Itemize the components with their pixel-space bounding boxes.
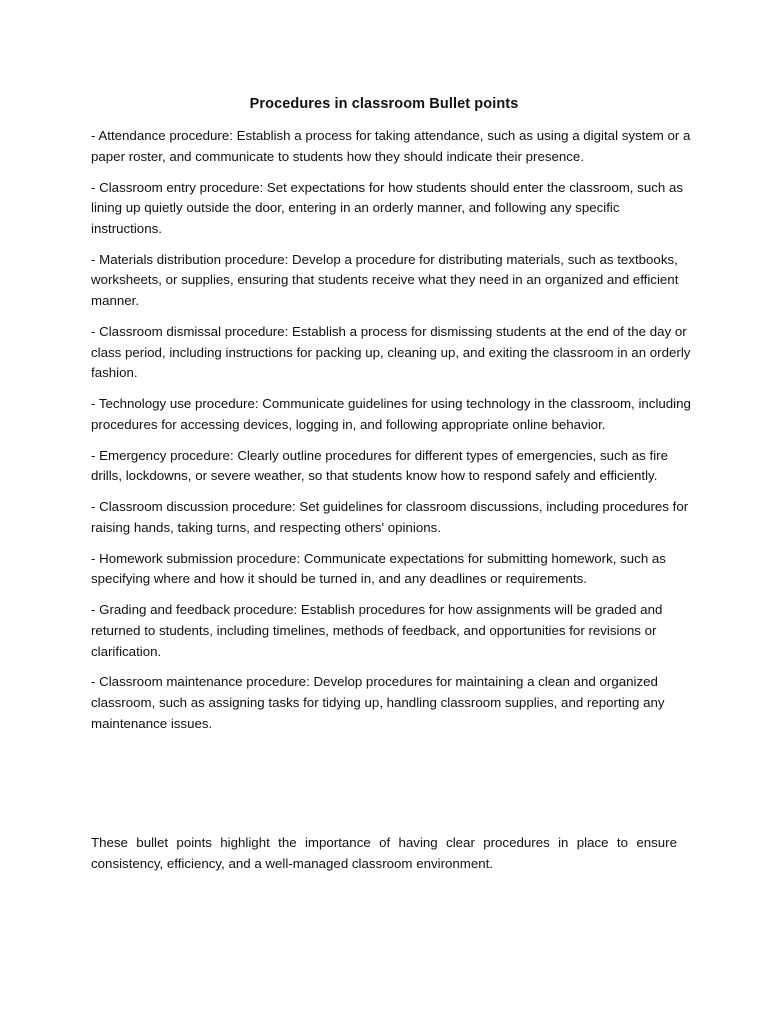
- bullet-materials-distribution-procedure: - Materials distribution procedure: Develop a procedure for distributing materials, such as textbooks, worksheets, or supplies, ensuring that students receive what they need in an organized and efficient manner.: [91, 251, 679, 309]
- bullet-attendance-procedure: - Attendance procedure: Establish a process for taking attendance, such as using a digital system or a paper roster, and communicate to students how they should indicate their presence.: [91, 128, 691, 164]
- bullet-homework-submission-procedure: - Homework submission procedure: Communicate expectations for submitting homework, such as specifying where and how it should be turned in, and any deadlines or requirements.: [91, 550, 666, 587]
- summary-paragraph: These bullet points highlight the importance of having clear procedures in place to ensure consistency, efficiency, and a well-managed classroom environment.: [91, 835, 677, 871]
- bullet-classroom-discussion-procedure: - Classroom discussion procedure: Set guidelines for classroom discussions, including procedures for raising hands, taking turns, and respecting others' opinions.: [91, 499, 689, 535]
- bullet-classroom-maintenance-procedure: - Classroom maintenance procedure: Develop procedures for maintaining a clean and organized classroom, such as assigning tasks for tidying up, handling classroom supplies, and reporting any maintenance issues.: [91, 674, 665, 731]
- procedure-bullet-list: [91, 126, 691, 745]
- bullet-classroom-dismissal-procedure: - Classroom dismissal procedure: Establish a process for dismissing students at the end of the day or class period, including instructions for packing up, cleaning up, and exiting the classroom in an orderly fashion.: [91, 323, 691, 381]
- bullet-emergency-procedure: - Emergency procedure: Clearly outline procedures for different types of emergencies, such as fire drills, lockdowns, or severe weather, so that students know how to respond safely and efficiently.: [91, 447, 668, 484]
- document-title: Procedures in classroom Bullet points: [249, 96, 519, 112]
- bullet-classroom-entry-procedure: - Classroom entry procedure: Set expectations for how students should enter the classroom, such as lining up quietly outside the door, entering in an orderly manner, and following any specific instructions.: [91, 179, 684, 236]
- bullet-grading-feedback-procedure: - Grading and feedback procedure: Establish procedures for how assignments will be graded and returned to students, including timelines, methods of feedback, and opportunities for revisions or clarification.: [91, 602, 663, 659]
- bullet-technology-use-procedure: - Technology use procedure: Communicate guidelines for using technology in the classroom, including procedures for accessing devices, logging in, and following appropriate online behavior.: [91, 396, 691, 432]
